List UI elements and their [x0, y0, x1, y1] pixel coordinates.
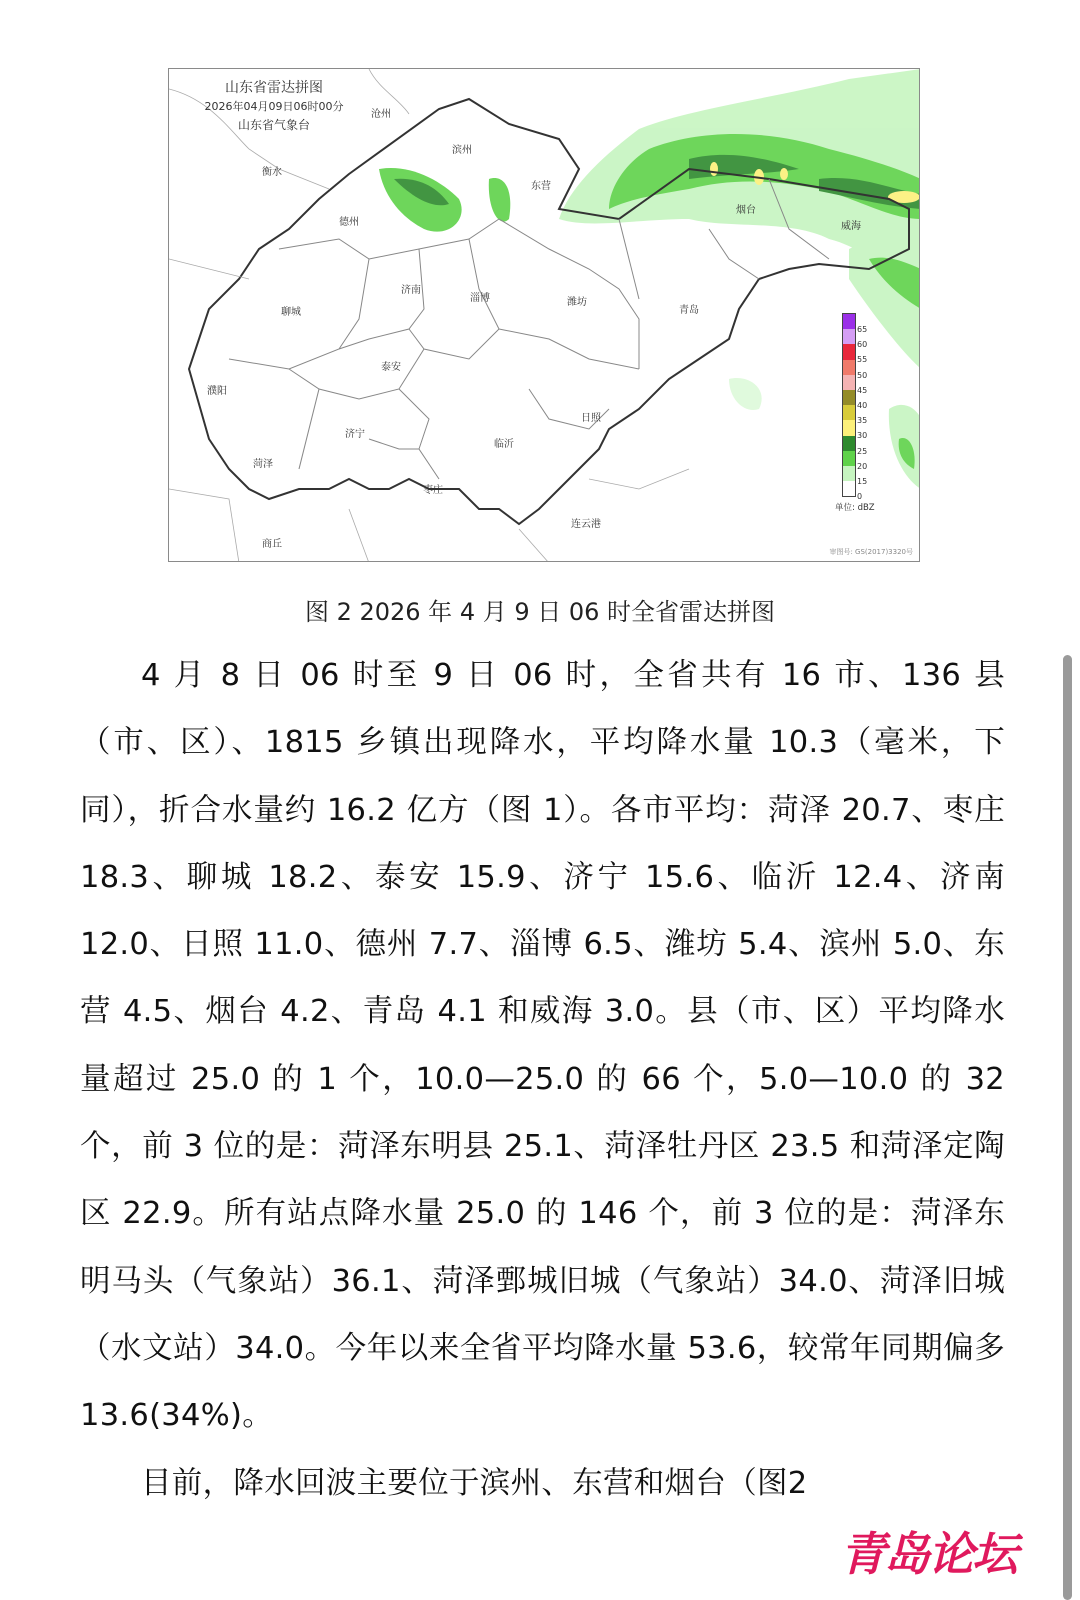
- legend-swatch: [843, 420, 855, 435]
- map-title: 山东省雷达拼图: [225, 80, 323, 96]
- city-label: 东营: [531, 181, 551, 192]
- legend-swatch: [843, 375, 855, 390]
- city-label: 濮阳: [207, 386, 227, 397]
- legend-swatch: [843, 314, 855, 329]
- article-body: [80, 642, 1005, 1517]
- legend-label: 25: [857, 446, 868, 456]
- city-label: 菏泽: [253, 459, 273, 470]
- figure-caption: 图 2 2026 年 4 月 9 日 06 时全省雷达拼图: [304, 598, 776, 626]
- city-label: 潍坊: [567, 297, 587, 308]
- legend-swatch: [843, 344, 855, 359]
- city-label: 临沂: [494, 439, 514, 450]
- legend-swatch: [843, 360, 855, 375]
- map-source: 山东省气象台: [237, 118, 310, 132]
- city-label: 商丘: [262, 539, 282, 550]
- legend-unit: 单位: dBZ: [835, 503, 875, 513]
- legend-label: 40: [857, 401, 868, 410]
- city-label: 连云港: [571, 519, 601, 530]
- legend-label: 35: [857, 416, 868, 426]
- map-approval-number: 审图号: GS(2017)3320号: [829, 548, 913, 556]
- legend-swatch: [843, 436, 855, 451]
- legend-label: 0: [857, 492, 863, 502]
- city-label: 聊城: [281, 307, 301, 318]
- watermark-logo: 青岛论坛: [840, 1527, 1016, 1581]
- city-label: 济宁: [345, 429, 365, 440]
- legend-label: 50: [857, 370, 868, 380]
- map-datetime: 2026年04月09日06时00分: [204, 100, 344, 113]
- scrollbar[interactable]: [1063, 655, 1072, 1600]
- legend-swatch: [843, 481, 855, 496]
- legend-label: 55: [857, 355, 868, 365]
- city-label: 青岛: [679, 305, 699, 316]
- city-label: 沧州: [371, 109, 391, 120]
- city-label: 泰安: [381, 362, 401, 373]
- legend-label: 30: [857, 431, 868, 441]
- city-label: 枣庄: [423, 485, 443, 496]
- city-label: 滨州: [452, 145, 472, 156]
- city-label: 日照: [581, 413, 601, 424]
- legend-swatch: [843, 390, 855, 405]
- legend-label: 45: [857, 385, 868, 395]
- city-label: 威海: [841, 221, 861, 232]
- legend-label: 60: [857, 340, 868, 350]
- paragraph: 目前，降水回波主要位于滨州、东营和烟台（图2: [141, 1465, 808, 1501]
- radar-echoes: [379, 69, 920, 489]
- legend-swatch: [843, 405, 855, 420]
- city-label: 济南: [401, 285, 421, 296]
- legend-swatch: [843, 329, 855, 344]
- city-label: 烟台: [736, 205, 756, 216]
- city-label: 衡水: [262, 167, 282, 178]
- city-label: 德州: [339, 217, 359, 228]
- city-label: 淄博: [470, 293, 490, 304]
- legend-swatch: [843, 451, 855, 466]
- legend-label: 15: [857, 477, 868, 486]
- paragraph: 4 月 8 日 06 时至 9 日 06 时，全省共有 16 市、136 县（市、区）、1815 乡镇出现降水，平均降水量 10.3（毫米，下同），折合水量约 16.2 亿方（图 1）。各市平均：菏泽 20.7、枣庄 18.3、聊城 18.2、泰安 15.9、济宁 15.6、临沂 12.4、济南 12.0、日照 11.0、德州 7.7、淄博 6.5、潍坊 5.4、滨州 5.0、东营 4.5、烟台 4.2、青岛 4.1 和威海 3.0。县（市、区）平均降水量超过 25.0 的 1 个，10.0—25.0 的 66 个，5.0—10.0 的 32 个，前 3 位的是：菏泽东明县 25.1、菏泽牡丹区 23.5 和菏泽定陶区 22.9。所有站点降水量 25.0 的 146 个，前 3 位的是：菏泽东明马头（气象站）36.1、菏泽鄄城旧城（气象站）34.0、菏泽旧城（水文站）34.0。今年以来全省平均降水量 53.6，较常年同期偏多 13.6(34%)。: [80, 658, 1005, 1434]
- legend-swatch: [843, 466, 855, 481]
- legend-label: 20: [857, 461, 868, 471]
- legend-label: 65: [857, 325, 868, 334]
- radar-mosaic-figure: [168, 68, 920, 562]
